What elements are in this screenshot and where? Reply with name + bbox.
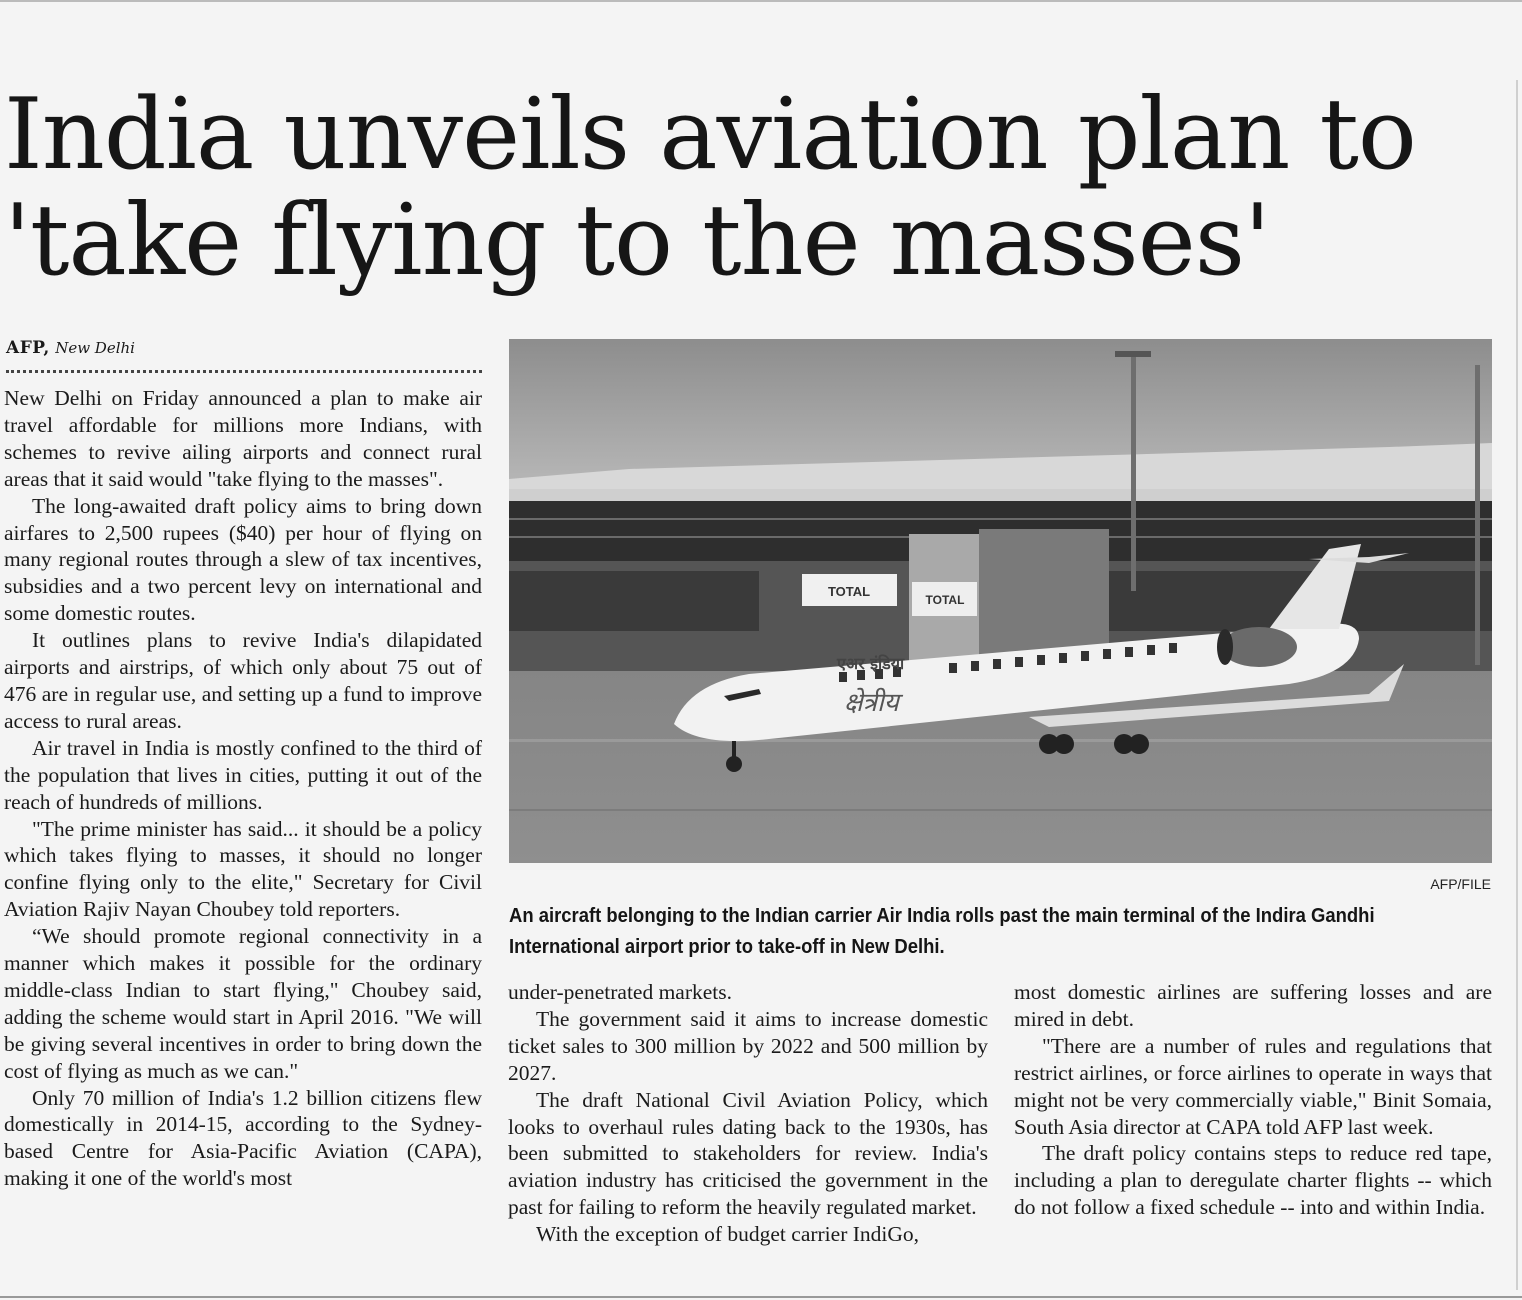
article-column-1 (4, 385, 482, 1192)
news-photo-aircraft (509, 339, 1492, 863)
top-rule (0, 0, 1522, 2)
paragraph: under-penetrated markets. (508, 980, 733, 1004)
photo-credit: AFP/FILE (1430, 876, 1491, 892)
photo-caption: An aircraft belonging to the Indian carrier Air India rolls past the main terminal of the Indira Gandhi International airport prior to take-off in New Delhi. (509, 904, 1375, 958)
paragraph: The draft policy contains steps to reduce red tape, including a plan to deregulate charter flights -- which do not follow a fixed schedule -- into and within India. (1014, 1141, 1492, 1220)
byline-place: New Delhi (55, 339, 135, 357)
right-rule (1516, 80, 1518, 1290)
article-column-2 (508, 979, 988, 1248)
paragraph: The government said it aims to increase domestic ticket sales to 300 million by 2022 and 500 million by 2027. (508, 1006, 988, 1085)
headline-line-2: 'take flying to the masses' (4, 184, 1270, 298)
paragraph: The draft National Civil Aviation Policy, which looks to overhaul rules dating back to the 1930s, has been submitted to stakeholders for review. India's aviation industry has criticised the government in the past for failing to reform the heavily regulated market. (508, 1087, 988, 1220)
regional-hindi-text: क्षेत्रीय (844, 688, 899, 718)
article-column-3 (1014, 979, 1492, 1221)
paragraph: most domestic airlines are suffering losses and are mired in debt. (1014, 980, 1492, 1031)
dotted-divider (6, 370, 482, 373)
bottom-rule (0, 1296, 1522, 1298)
headline (4, 78, 1504, 298)
sign-total-2: TOTAL (925, 593, 965, 607)
paragraph: Air travel in India is mostly confined to the third of the population that lives in cities, putting it out of the reach of hundreds of millions. (4, 735, 482, 814)
paragraph: With the exception of budget carrier IndiGo, (536, 1222, 920, 1247)
paragraph: "There are a number of rules and regulations that restrict airlines, or force airlines to operate in ways that might not be very commercially viable," Binit Somaia, South Asia director at CAPA told AFP last week. (1014, 1033, 1492, 1139)
headline-line-1: India unveils aviation plan to (4, 78, 1416, 192)
paragraph: New Delhi on Friday announced a plan to make air travel affordable for millions more Indians, with schemes to revive ailing airports and connect rural areas that it said would "take flying to the masses". (4, 386, 482, 491)
byline (6, 338, 135, 358)
paragraph: “We should promote regional connectivity in a manner which makes it possible for the ordinary middle-class Indian to start flying," Choubey said, adding the scheme would start in April 2016. "We will be giving several incentives in order to bring down the cost of flying as much as we can." (4, 924, 482, 1083)
paragraph: The long-awaited draft policy aims to bring down airfares to 2,500 rupees ($40) per hour of flying on many regional routes through a slew of tax incentives, subsidies and a two percent levy on international and some domestic routes. (4, 493, 482, 626)
paragraph: Only 70 million of India's 1.2 billion citizens flew domestically in 2014-15, according to the Sydney-based Centre for Asia-Pacific Aviation (CAPA), making it one of the world's most (4, 1085, 482, 1191)
sign-total-1: TOTAL (827, 584, 871, 599)
paragraph: It outlines plans to revive India's dilapidated airports and airstrips, of which only about 75 out of 476 are in regular use, and setting up a fund to improve access to rural areas. (4, 628, 482, 733)
airline-hindi-text: एअर इंडिया (837, 654, 905, 673)
paragraph: "The prime minister has said... it should be a policy which takes flying to masses, it should no longer confine flying only to the elite," Secretary for Civil Aviation Rajiv Nayan Choubey told reporters. (4, 816, 482, 922)
byline-agency: AFP, (6, 338, 50, 358)
